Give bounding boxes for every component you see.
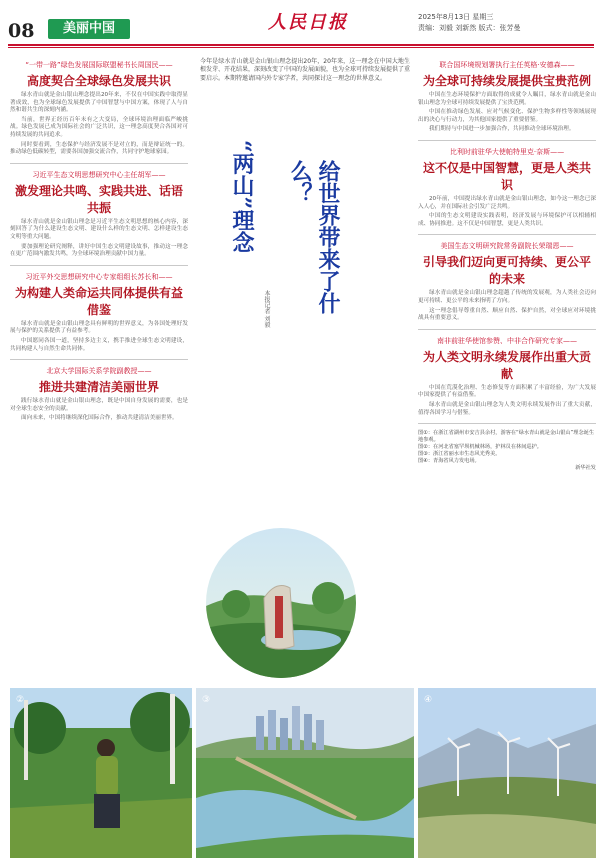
article-kicker: “一带一路”绿色发展国际联盟秘书长周国民—— xyxy=(25,61,173,69)
article-paragraph: 当前，世界正经历百年未有之大变局，全球环境治理面临严峻挑战。绿色发展已成为国际社会的广泛共识，这一理念高度契合各国对可持续发展的共同追求。 xyxy=(10,116,188,138)
article-paragraph: 绿水青山就是金山银山理念是习近平生态文明思想的核心内容，深刻回答了为什么建设生态文明、建设什么样的生态文明、怎样建设生态文明等重大问题。 xyxy=(10,218,188,240)
photo-caption: 图②：在河北省塞罕坝机械林场，护林员在林间巡护。 xyxy=(418,444,542,451)
article-title: 为全球可持续发展提供宝贵范例 xyxy=(422,74,591,88)
photo-wind xyxy=(418,688,596,858)
article-title: 为构建人类命运共同体提供有益借鉴 xyxy=(14,285,183,317)
article-paragraph: 要加强理论研究阐释，讲好中国生态文明建设故事，推动这一理念在更广范围内激发共鸣，为全球环境治理贡献中国力量。 xyxy=(10,243,188,258)
stone-photo xyxy=(206,528,356,678)
article-paragraph: 践行绿水青山就是金山银山理念，既是中国自身发展的需要，也是对全球生态安全的贡献。 xyxy=(10,398,188,412)
article-7 xyxy=(418,241,596,322)
article-title: 推进共建清洁美丽世界 xyxy=(38,380,159,395)
newspaper-logo: 人民日报 xyxy=(268,12,348,33)
divider xyxy=(418,329,596,330)
header-rule xyxy=(8,44,594,46)
byline: 本报记者 刘毅 xyxy=(263,290,270,328)
article-paragraph: 我们期待与中国进一步加强合作，共同推动全球环境治理。 xyxy=(429,126,575,133)
photo-label: ④ xyxy=(424,695,433,705)
photo-credit: 新华社发 xyxy=(575,465,596,472)
divider xyxy=(10,163,188,164)
article-kicker: 比利时前驻华大使帕特里克·奈斯—— xyxy=(449,147,565,156)
article-paragraph: 20年前，中国提出绿水青山就是金山银山理念，如今这一理念已深入人心，并在国际社会引发广泛共鸣。 xyxy=(418,195,596,210)
header-info xyxy=(418,12,520,34)
photo-forester xyxy=(10,688,192,858)
feature-title-main: 给世界带来了什么？ xyxy=(287,160,341,314)
article-5 xyxy=(418,60,596,134)
article-paragraph: 中国的生态文明建设实践表明，经济发展与环境保护可以相辅相成、协同推进。这不仅是中国智慧，更是人类共识。 xyxy=(418,213,596,227)
article-paragraph: 中国愿同各国一道，坚持多边主义，携手推进全球生态文明建设，共同构建人与自然生命共同体。 xyxy=(10,337,188,352)
divider xyxy=(418,234,596,235)
article-kicker: 习近平外交思想研究中心专家组组长苏长和—— xyxy=(25,272,173,281)
page-number: 08 xyxy=(8,20,35,42)
photo-captions xyxy=(418,430,596,472)
article-title: 为人类文明永续发展作出重大贡献 xyxy=(422,349,591,381)
photo-label: ③ xyxy=(202,695,211,705)
left-column xyxy=(10,60,188,425)
article-paragraph: 中国在生态环境保护方面取得的成就令人瞩目，绿水青山就是金山银山理念为全球可持续发展提供了宝贵范例。 xyxy=(418,92,596,106)
divider xyxy=(10,265,188,266)
article-paragraph: 绿水青山就是金山银山理念超越了传统的发展观，为人类社会迈向更可持续、更公平的未来指明了方向。 xyxy=(418,290,596,304)
editors-credit: 责编：刘毅 刘新然 版式：张芳曼 xyxy=(418,24,521,32)
photo-label: ② xyxy=(16,695,25,705)
right-column xyxy=(418,60,596,472)
article-paragraph: 这一理念倡导尊重自然、顺应自然、保护自然，对全球应对环境挑战具有重要意义。 xyxy=(418,307,596,322)
page-header xyxy=(0,0,602,44)
article-8 xyxy=(418,336,596,417)
divider xyxy=(418,423,596,424)
article-2 xyxy=(10,170,188,259)
feature-title-sub: “两山”理念 xyxy=(229,140,255,254)
photo-caption: 图①：在浙江省湖州市安吉县余村，游客在“绿水青山就是金山银山”理念诞生地参观。 xyxy=(418,430,595,444)
photo-caption: 图④：青海省风力发电场。 xyxy=(418,458,480,465)
article-kicker: 美国生态文明研究院常务副院长荣瑞恩—— xyxy=(440,242,574,251)
article-title: 高度契合全球绿色发展共识 xyxy=(26,74,171,88)
article-title: 激发理论共鸣、实践共进、话语共振 xyxy=(14,183,183,215)
photo-city xyxy=(196,688,414,858)
article-kicker: 习近平生态文明思想研究中心主任胡军—— xyxy=(32,170,166,179)
article-kicker: 北京大学国际关系学院副教授—— xyxy=(46,367,152,376)
article-kicker: 联合国环境规划署执行主任英格·安德森—— xyxy=(439,61,575,69)
header-rule-thin xyxy=(8,47,594,48)
article-4 xyxy=(10,366,188,423)
article-paragraph: 绿水青山就是金山银山理念提出20年来，不仅在中国实践中取得显著成效，也为全球绿色发展提供了中国智慧与中国方案，体现了人与自然和谐共生的深刻内涵。 xyxy=(10,92,188,114)
article-paragraph: 绿水青山就是金山银山理念具有鲜明的世界意义，为各国处理好发展与保护的关系提供了有益参考。 xyxy=(10,320,188,335)
article-title: 引导我们迈向更可持续、更公平的未来 xyxy=(422,255,591,287)
center-intro: 今年是绿水青山就是金山银山理念提出20年，20年来，这一理念在中国大地生根发芽、开花结果，深刻改变了中国的发展面貌，也为全球可持续发展提供了重要启示。本期特邀请国内外专家学者，共同探讨这一理念的世界意义。 xyxy=(200,58,411,82)
divider xyxy=(10,359,188,360)
article-paragraph: 绿水青山就是金山银山理念为人类文明永续发展作出了重大贡献，值得各国学习与借鉴。 xyxy=(418,401,596,416)
article-paragraph: 同时要看到，生态保护与经济发展不是对立的，而是辩证统一的。推动绿色低碳转型，需要各国加强交流合作，共同守护地球家园。 xyxy=(10,141,188,156)
article-paragraph: 面向未来，中国将继续深化国际合作，推动共建清洁美丽世界。 xyxy=(21,415,178,422)
article-1 xyxy=(10,60,188,157)
article-paragraph: 中国在推动绿色发展、应对气候变化、保护生物多样性等领域展现出的决心与行动力，为其他国家提供了重要借鉴。 xyxy=(418,109,596,123)
article-3 xyxy=(10,272,188,353)
photo-caption: 图③：浙江省丽水市生态风光秀美。 xyxy=(418,451,501,458)
issue-date: 2025年8月13日 星期三 xyxy=(418,13,494,21)
center-column xyxy=(200,58,410,85)
section-badge: 美丽中国 xyxy=(48,19,130,39)
article-kicker: 南非前驻华使馆参赞、中非合作研究专家—— xyxy=(437,336,577,345)
article-paragraph: 中国在荒漠化治理、生态修复等方面积累了丰富经验，为广大发展中国家提供了有益借鉴。 xyxy=(418,384,596,399)
article-title: 这不仅是中国智慧，更是人类共识 xyxy=(422,160,591,192)
article-6 xyxy=(418,147,596,228)
divider xyxy=(418,140,596,141)
